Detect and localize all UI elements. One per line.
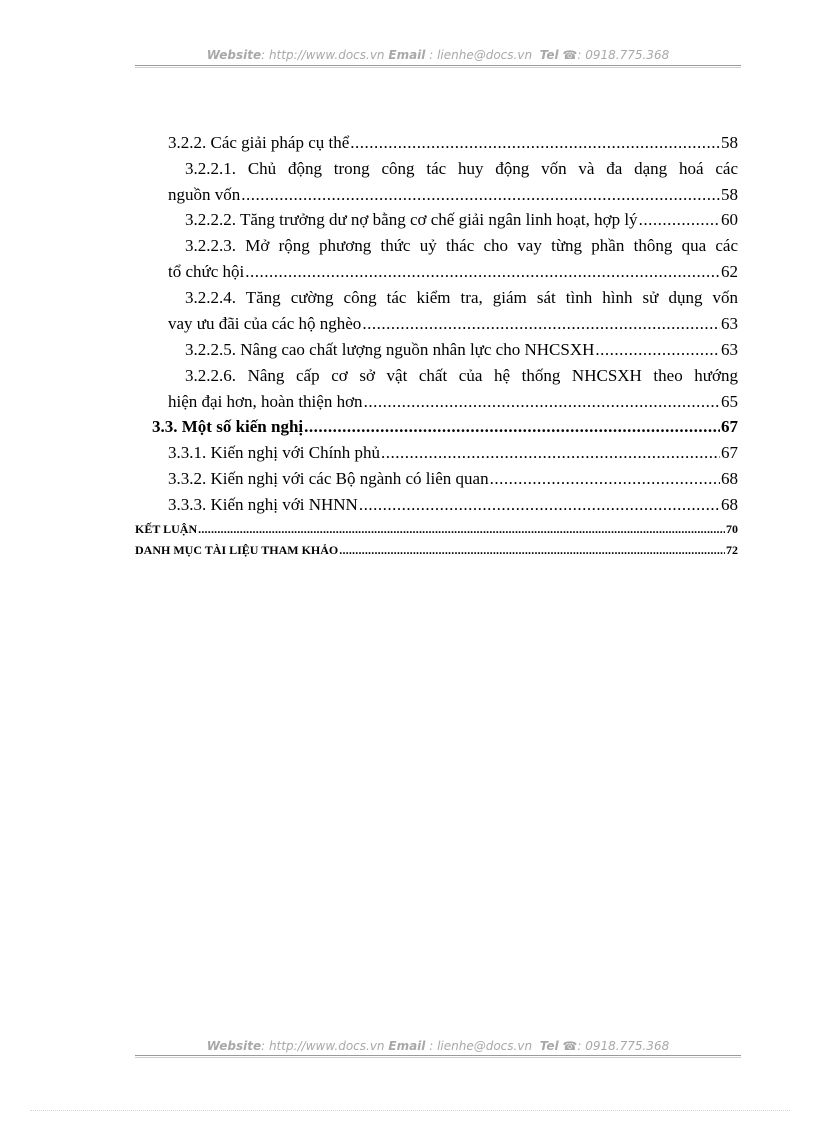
- toc-leader: [359, 494, 720, 516]
- toc-entry-3-2-2-1-cont[interactable]: [168, 184, 738, 206]
- header-tel-value: : 0918.775.368: [577, 48, 670, 62]
- phone-icon: ☎: [562, 48, 578, 62]
- toc-entry-page: 72: [726, 543, 738, 557]
- toc-entry-page: 67: [721, 443, 738, 462]
- toc-leader: [362, 313, 720, 335]
- header-email-label: Email: [388, 48, 426, 62]
- toc-entry-page: 58: [721, 133, 738, 152]
- toc-entry-page: 58: [721, 185, 738, 204]
- toc-entry-text: hiện đại hơn, hoàn thiện hơn: [168, 392, 363, 411]
- toc-leader: [304, 416, 720, 438]
- toc-entry-text: 3.3.3. Kiến nghị với NHNN: [168, 495, 358, 514]
- toc-entry-page: 65: [721, 392, 738, 411]
- toc-leader: [595, 339, 720, 361]
- header-tel-label: Tel: [539, 48, 559, 62]
- toc-entry-3-2-2-2[interactable]: [185, 209, 738, 231]
- toc-entry-text: 3.2.2.3. Mở rộng phương thức uỷ thác cho vay từng phần thông qua các: [185, 236, 738, 255]
- toc-entry-page: 67: [721, 417, 738, 436]
- footer-website-url[interactable]: : http://www.docs.vn: [261, 1039, 385, 1053]
- page-footer: [135, 1039, 741, 1053]
- toc-entry-3-2-2-5[interactable]: [185, 339, 738, 361]
- toc-entry-text: nguồn vốn: [168, 185, 241, 204]
- toc-entry-3-2-2-4-cont[interactable]: [168, 313, 738, 335]
- toc-leader: [381, 442, 720, 464]
- toc-entry-3-2-2[interactable]: [168, 132, 738, 154]
- toc-entry-text: 3.2.2.4. Tăng cường công tác kiểm tra, giám sát tình hình sử dụng vốn: [185, 288, 738, 307]
- toc-entry-3-3-2[interactable]: [168, 468, 738, 490]
- toc-entry-3-2-2-6[interactable]: [185, 365, 738, 387]
- toc-entry-3-2-2-3[interactable]: [185, 235, 738, 257]
- toc-entry-tai-lieu-tham-khao[interactable]: [135, 542, 738, 558]
- header-website-label: Website: [206, 48, 262, 62]
- header-email-value[interactable]: : lienhe@docs.vn: [425, 48, 533, 62]
- toc-entry-3-2-2-1[interactable]: [185, 158, 738, 180]
- toc-entry-page: 60: [721, 210, 738, 229]
- toc-entry-page: 70: [726, 522, 738, 536]
- footer-email-label: Email: [388, 1039, 426, 1053]
- footer-tel-label: Tel: [539, 1039, 559, 1053]
- footer-email-value[interactable]: : lienhe@docs.vn: [425, 1039, 533, 1053]
- header-divider: [135, 65, 741, 68]
- toc-entry-3-3-3[interactable]: [168, 494, 738, 516]
- toc-entry-3-2-2-3-cont[interactable]: [168, 261, 738, 283]
- toc-entry-text: 3.2.2.2. Tăng trưởng dư nợ bằng cơ chế giải ngân linh hoạt, hợp lý: [185, 210, 638, 229]
- toc-entry-text: 3.3. Một số kiến nghị: [152, 417, 304, 436]
- toc-entry-text: DANH MỤC TÀI LIỆU THAM KHẢO: [135, 543, 339, 557]
- phone-icon: ☎: [562, 1039, 578, 1053]
- toc-entry-page: 68: [721, 495, 738, 514]
- toc-entry-3-3[interactable]: [152, 416, 738, 438]
- toc-leader: [364, 391, 720, 413]
- header-website-url[interactable]: : http://www.docs.vn: [261, 48, 385, 62]
- footer-tel-value: : 0918.775.368: [577, 1039, 670, 1053]
- toc-entry-text: 3.2.2.1. Chủ động trong công tác huy động vốn và đa dạng hoá các: [185, 159, 738, 178]
- toc-entry-ket-luan[interactable]: [135, 521, 738, 537]
- toc-entry-text: 3.3.1. Kiến nghị với Chính phủ: [168, 443, 381, 462]
- toc-entry-3-2-2-6-cont[interactable]: [168, 391, 738, 413]
- page-header: [135, 48, 741, 62]
- footer-website-label: Website: [206, 1039, 262, 1053]
- toc-leader: [245, 261, 720, 283]
- footer-divider: [135, 1055, 741, 1058]
- toc-entry-text: vay ưu đãi của các hộ nghèo: [168, 314, 362, 333]
- toc-leader: [350, 132, 720, 154]
- toc-entry-text: tổ chức hội: [168, 262, 245, 281]
- toc-leader: [241, 184, 720, 206]
- toc-leader: [639, 209, 720, 231]
- toc-leader: [339, 542, 725, 558]
- toc-entry-text: 3.2.2. Các giải pháp cụ thể: [168, 133, 350, 152]
- toc-entry-text: KẾT LUẬN: [135, 522, 198, 536]
- toc-entry-3-3-1[interactable]: [168, 442, 738, 464]
- toc-entry-text: 3.2.2.5. Nâng cao chất lượng nguồn nhân lực cho NHCSXH: [185, 340, 595, 359]
- toc-entry-page: 62: [721, 262, 738, 281]
- toc-entry-page: 68: [721, 469, 738, 488]
- toc-entry-3-2-2-4[interactable]: [185, 287, 738, 309]
- toc-leader: [198, 521, 725, 537]
- page-bottom-border: [30, 1110, 790, 1111]
- toc-leader: [490, 468, 720, 490]
- toc-entry-page: 63: [721, 340, 738, 359]
- toc-entry-text: 3.2.2.6. Nâng cấp cơ sở vật chất của hệ thống NHCSXH theo hướng: [185, 366, 738, 385]
- toc-entry-text: 3.3.2. Kiến nghị với các Bộ ngành có liên quan: [168, 469, 489, 488]
- toc-entry-page: 63: [721, 314, 738, 333]
